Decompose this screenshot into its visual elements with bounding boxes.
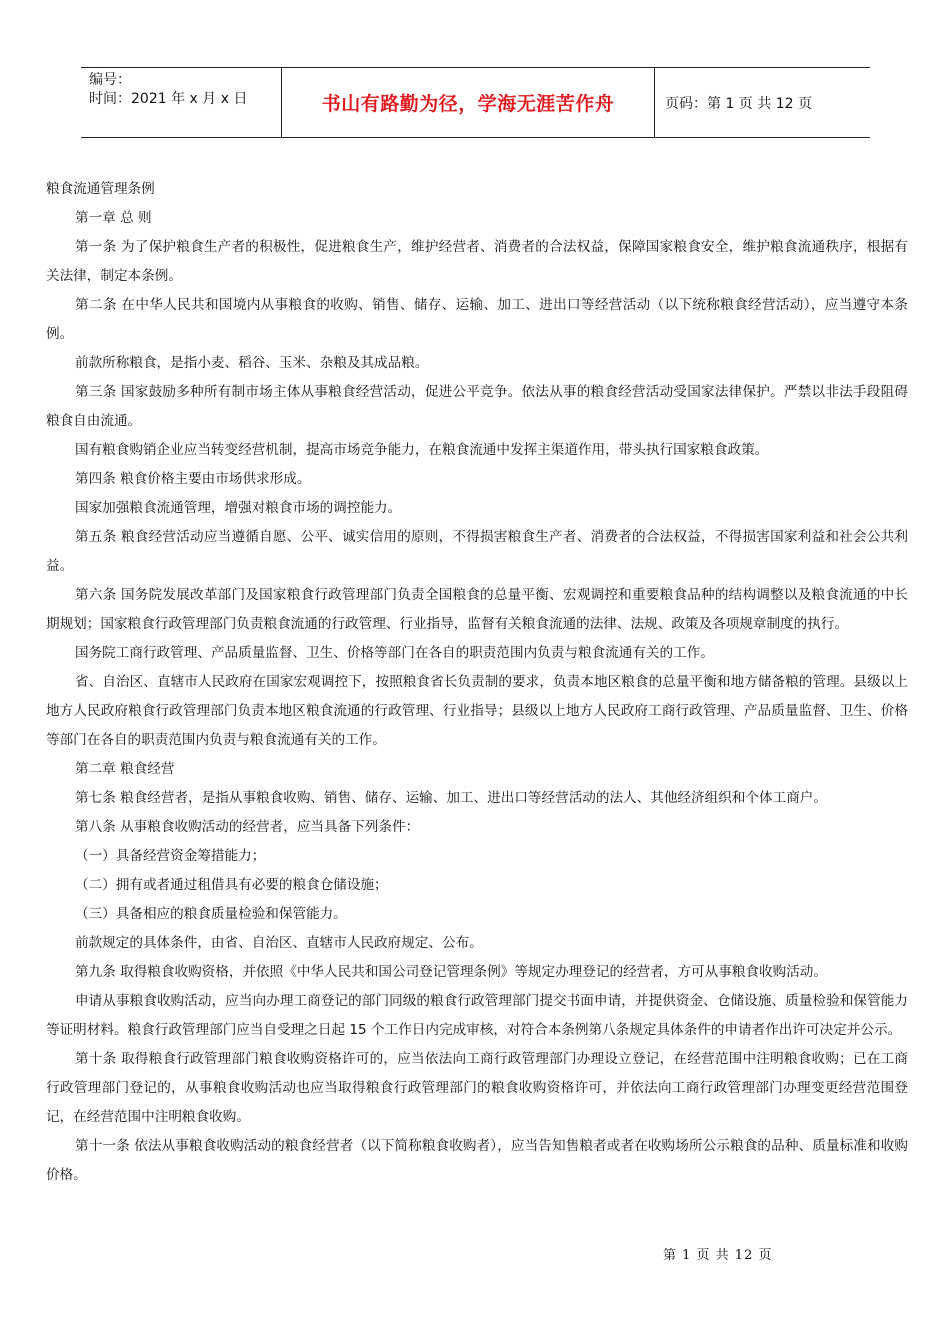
- list-item: （一）具备经营资金筹措能力；: [75, 848, 266, 864]
- list-item: （三）具备相应的粮食质量检验和保管能力。: [75, 906, 347, 922]
- paragraph: 第八条 从事粮食收购活动的经营者，应当具备下列条件：: [75, 819, 420, 835]
- paragraph: 第六条 国务院发展改革部门及国家粮食行政管理部门负责全国粮食的总量平衡、宏观调控和重要粮食品种的结构调整以及粮食流通的中长期规划；国家粮食行政管理部门负责粮食流通的行政管理、行业指导，监督有关粮食流通的法律、法规、政策及各项规章制度的执行。: [46, 587, 908, 632]
- paragraph: 第二条 在中华人民共和国境内从事粮食的收购、销售、储存、运输、加工、进出口等经营活动（以下统称粮食经营活动），应当遵守本条例。: [46, 297, 908, 342]
- document-title: 粮食流通管理条例: [46, 181, 155, 197]
- paragraph: 第十一条 依法从事粮食收购活动的粮食经营者（以下简称粮食收购者），应当告知售粮者或者在收购场所公示粮食的品种、质量标准和收购价格。: [46, 1138, 908, 1183]
- header-meta: [81, 68, 282, 137]
- paragraph: 申请从事粮食收购活动，应当向办理工商登记的部门同级的粮食行政管理部门提交书面申请，并提供资金、仓储设施、质量检验和保管能力等证明材料。粮食行政管理部门应当自受理之日起 15 个工作日内完成审核，对符合本条例第八条规定具体条件的申请者作出许可决定并公示。: [46, 993, 908, 1038]
- paragraph: 前款规定的具体条件，由省、自治区、直辖市人民政府规定、公布。: [75, 935, 483, 951]
- paragraph: 省、自治区、直辖市人民政府在国家宏观调控下，按照粮食省长负责制的要求，负责本地区粮食的总量平衡和地方储备粮的管理。县级以上地方人民政府粮食行政管理部门负责本地区粮食流通的行政管理、行业指导；县级以上地方人民政府工商行政管理、产品质量监督、卫生、价格等部门在各自的职责范围内负责与粮食流通有关的工作。: [46, 674, 908, 748]
- paragraph: 国家加强粮食流通管理，增强对粮食市场的调控能力。: [75, 500, 402, 516]
- page-header: [81, 67, 870, 138]
- paragraph: 第三条 国家鼓励多种所有制市场主体从事粮食经营活动，促进公平竞争。依法从事的粮食经营活动受国家法律保护。严禁以非法手段阻碍粮食自由流通。: [46, 384, 908, 429]
- paragraph: 第九条 取得粮食收购资格，并依照《中华人民共和国公司登记管理条例》等规定办理登记的经营者，方可从事粮食收购活动。: [75, 964, 827, 980]
- chapter-heading: 第二章 粮食经营: [75, 761, 175, 777]
- paragraph: 国有粮食购销企业应当转变经营机制，提高市场竞争能力，在粮食流通中发挥主渠道作用，带头执行国家粮食政策。: [75, 442, 769, 458]
- paragraph: 前款所称粮食，是指小麦、稻谷、玉米、杂粮及其成品粮。: [75, 355, 429, 371]
- chapter-heading: 第一章 总 则: [75, 210, 152, 226]
- document-date: 时间：2021 年 x 月 x 日: [89, 91, 248, 107]
- paragraph: 第五条 粮食经营活动应当遵循自愿、公平、诚实信用的原则，不得损害粮食生产者、消费者的合法权益，不得损害国家利益和社会公共利益。: [46, 529, 908, 574]
- paragraph: 第一条 为了保护粮食生产者的积极性，促进粮食生产，维护经营者、消费者的合法权益，保障国家粮食安全，维护粮食流通秩序，根据有关法律，制定本条例。: [46, 239, 908, 284]
- paragraph: 第十条 取得粮食行政管理部门粮食收购资格许可的，应当依法向工商行政管理部门办理设立登记，在经营范围中注明粮食收购；已在工商行政管理部门登记的，从事粮食收购活动也应当取得粮食行政管理部门的粮食收购资格许可，并依法向工商行政管理部门办理变更经营范围登记，在经营范围中注明粮食收购。: [46, 1051, 908, 1125]
- document-number: 编号：: [89, 72, 131, 88]
- header-motto: 书山有路勤为径，学海无涯苦作舟: [282, 68, 655, 137]
- paragraph: 第七条 粮食经营者，是指从事粮食收购、销售、储存、运输、加工、进出口等经营活动的法人、其他经济组织和个体工商户。: [75, 790, 827, 806]
- list-item: （二）拥有或者通过租借具有必要的粮食仓储设施；: [75, 877, 388, 893]
- paragraph: 国务院工商行政管理、产品质量监督、卫生、价格等部门在各自的职责范围内负责与粮食流通有关的工作。: [75, 645, 714, 661]
- header-page-info: 页码：第 1 页 共 12 页: [665, 95, 812, 112]
- page-footer: 第 1 页 共 12 页: [663, 1248, 773, 1263]
- document-body: [46, 175, 908, 1190]
- paragraph: 第四条 粮食价格主要由市场供求形成。: [75, 471, 311, 487]
